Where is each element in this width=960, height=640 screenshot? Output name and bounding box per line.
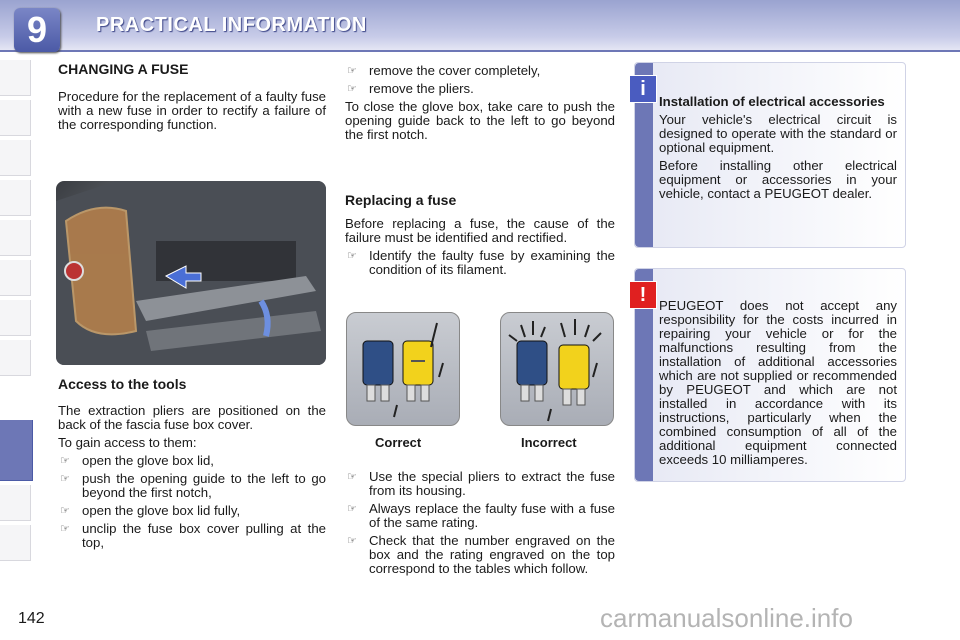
list-item: ☞ Always replace the faulty fuse with a fuse of the same rating. [345,502,615,530]
chapter-tab[interactable] [0,180,31,216]
warning-text: PEUGEOT does not accept any responsibility for the costs incurred in repairing your vehicle or for the malfunctions resulting from the installation of additional accessories which are not supplied or recommended by PEUGEOT and which are not installed in accordance with its instructions, particularly when the combined consumption of all of the additional equipment connected exceeds 10 milliamperes. [659,298,897,467]
access-steps [58,454,326,550]
steps-bottom-section [345,470,615,580]
watermark: carmanualsonline.info [600,603,853,633]
access-text: To gain access to them: [58,435,197,450]
column-left-lower [58,377,326,554]
chapter-tab-active[interactable] [0,420,33,481]
chapter-badge: 9 [14,8,60,52]
column-middle [345,64,615,146]
chapter-tab[interactable] [0,260,31,296]
replacing-section [345,193,615,281]
info-text: Before installing other electrical equipment or accessories in your vehicle, contact a PEUGEOT dealer. [659,158,897,201]
info-box-content [659,95,897,205]
chapter-tab[interactable] [0,220,31,256]
chapter-tab[interactable] [0,300,31,336]
info-heading: Installation of electrical accessories [659,94,885,109]
list-item: ☞ Use the special pliers to extract the fuse from its housing. [345,470,615,498]
steps-top [345,64,615,96]
chapter-tab[interactable] [0,140,31,176]
fuse-correct-label: Correct [375,435,422,450]
chapter-tab[interactable] [0,485,31,521]
fuse-incorrect-icon [501,313,613,425]
replacing-steps [345,249,615,277]
replacing-text: Before replacing a fuse, the cause of the failure must be identified and rectified. [345,216,615,245]
fuse-correct-illustration [346,312,460,426]
page-number: 142 [18,610,45,627]
replacing-heading: Replacing a fuse [345,192,457,208]
warning-icon: ! [629,281,657,309]
chapter-tab[interactable] [0,340,31,376]
info-icon: i [629,75,657,103]
list-item: ☞ open the glove box lid, [58,454,326,468]
glove-box-illustration [56,181,326,365]
chapter-tabs [0,60,32,580]
list-item: ☞ remove the cover completely, [345,64,615,78]
column-left [58,62,326,136]
steps-bottom [345,470,615,576]
fuse-correct-icon [347,313,459,425]
info-box [634,62,906,248]
warning-box [634,268,906,482]
access-heading: Access to the tools [58,376,187,392]
header-divider [0,50,960,52]
fuse-incorrect-illustration [500,312,614,426]
chapter-tab[interactable] [0,525,31,561]
glove-box-photo [56,181,326,365]
access-text: The extraction pliers are positioned on the back of the fascia fuse box cover. [58,403,326,432]
section-heading: CHANGING A FUSE [58,61,189,77]
info-text: Your vehicle's electrical circuit is designed to operate with the standard or optional equipment. [659,112,897,155]
list-item: ☞ unclip the fuse box cover pulling at the top, [58,522,326,550]
close-text: To close the glove box, take care to push the opening guide back to the left to go beyond the first notch. [345,99,615,142]
list-item: ☞ push the opening guide to the left to go beyond the first notch, [58,472,326,500]
chapter-tab[interactable] [0,100,31,136]
intro-text: Procedure for the replacement of a faulty fuse with a new fuse in order to rectify a failure of the corresponding function. [58,89,326,132]
fuse-incorrect-label: Incorrect [521,435,577,450]
list-item: ☞ remove the pliers. [345,82,615,96]
list-item: ☞ open the glove box lid fully, [58,504,326,518]
chapter-tab[interactable] [0,60,31,96]
list-item: ☞ Check that the number engraved on the box and the rating engraved on the top correspond to the tables which follow. [345,534,615,576]
list-item: ☞ Identify the faulty fuse by examining the condition of its filament. [345,249,615,277]
page-title: PRACTICAL INFORMATION [96,14,367,36]
warning-box-content [659,299,897,471]
